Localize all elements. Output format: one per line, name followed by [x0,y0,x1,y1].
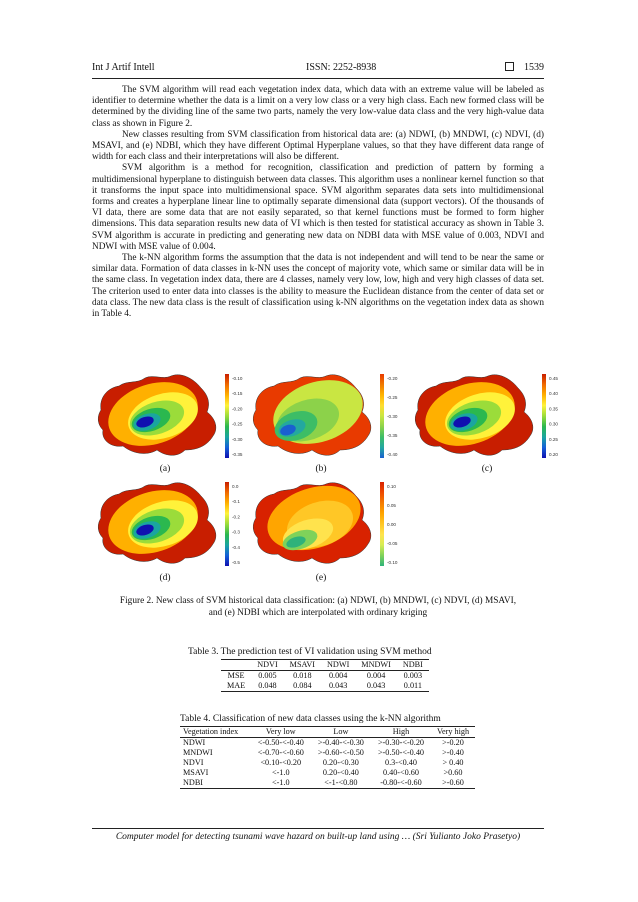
table-row [180,778,475,789]
colorbar [542,374,546,458]
table-cell: 0.3-<0.40 [385,758,417,767]
colorbar-tick-label: 0.20 [549,452,558,457]
table-cell: MSAVI [183,768,209,777]
figure-panel-e [248,478,398,570]
table-header-cell: MNDWI [361,660,391,669]
paragraph: The SVM algorithm will read each vegetation index data, which data with an extreme value will be labeled as identifier to determine whether the data is a limit on a very low class or a very high class. Each new formed class will be determined by the dividing line of the same two parts, namely the very low-value data class and the very high-value data class as shown in Figure 2. [92,85,544,129]
colorbar-tick-label: -0.05 [387,541,398,546]
table-cell: >-0.60 [442,778,464,787]
table-cell: 0.018 [293,671,312,680]
table-cell: 0.003 [403,671,423,680]
colorbar-tick-label: 0.0 [232,484,239,489]
table4-title: Table 4. Classification of new data classes using the k-NN algorithm [180,714,441,724]
colorbar-tick-label: -0.30 [387,414,398,419]
table-row [180,758,475,768]
table-cell: >-0.60-<-0.50 [317,748,364,757]
table-cell: >-0.40-<-0.30 [317,738,364,747]
table-cell: 0.043 [328,681,348,690]
table-cell: >-0.50-<-0.40 [377,748,425,757]
paragraph: The k-NN algorithm forms the assumption that the data is not independent and will tend to be near the same or similar data. Formation of data classes in k-NN uses the concept of majority vote, which same or similar data will be in the same class. In vegetation index data, there are 4 classes, namely very low, low, high and very high classes of data set. The criterion used to enter data into classes is the ability to measure the Euclidean distance from the center of data set or data class. The new data class is the result of classification using k-NN algorithms on the vegetation index data as shown in Table 4. [92,253,544,320]
table-cell: >-0.40 [442,748,464,757]
footer-divider [92,828,544,829]
colorbar-tick-label: -0.25 [387,395,398,400]
table-cell: NDWI [183,738,206,747]
table-header-cell: Low [333,727,349,736]
colorbar-tick-label: -0.4 [232,544,240,550]
table-row [221,671,429,682]
colorbar-tick-label: -0.20 [387,376,398,381]
figure-caption [92,596,544,619]
colorbar-tick-label: -0.30 [232,436,243,442]
colorbar-tick-label: -0.3 [232,529,240,535]
colorbar-tick-label: -0.5 [232,560,240,565]
table-header-cell: MSAVI [289,660,316,669]
table-header-cell: High [392,727,410,736]
header-divider [92,78,544,79]
table-header-cell: Very low [265,727,296,736]
table-cell: 0.004 [366,671,386,680]
table-cell: >-0.30-<-0.20 [377,738,425,747]
table-cell: <-0.70-<-0.60 [257,748,304,757]
table-header-cell [221,660,251,671]
figure-panel-a [93,370,243,462]
table-cell: MSE [227,671,245,680]
paragraph: SVM algorithm is a method for recognition, classification and prediction of pattern by forming a multidimensional hyperplane to distinguish between data classes. This algorithm uses a nonlinear kernel function so that it transforms the input space into multidimensional space. SVM algorithm separates data sets into multidimensional forms and creates a hyperplane linear line to optimally separate dimensional data (support vectors). Of the thousands of VI data, there are some data that are not easily separated, so that kernel functions must be formed to form higher dimensions. This data separation results new data of VI which is then tested for statistical accuracy as shown in Table 3. SVM algorithm is accurate in predicting and generating new data on NDBI data with MSE value of 0.003, NDVI and NDWI with MSE value of 0.004. [92,163,544,252]
table-row [221,681,429,692]
panel-label-a: (a) [159,464,171,474]
table-cell: <0.10-<0.20 [260,758,302,767]
table-cell: 0.20-<0.40 [322,768,359,777]
table-cell: 0.043 [366,681,386,690]
colorbar-tick-label: -0.35 [232,452,243,457]
colorbar-tick-label: 0.35 [549,406,558,412]
table-cell: <-1-<0.80 [324,778,358,787]
panel-label-e: (e) [315,573,327,583]
table-cell: 0.011 [403,681,422,690]
table-row [180,748,475,758]
panel-label-b: (b) [315,464,327,474]
table-cell: <-1.0 [271,778,290,787]
caption-line: and (e) NDBI which are interpolated with ordinary kriging [208,607,428,618]
colorbar-tick-label: 0.40 [549,391,558,397]
table-cell: 0.004 [328,671,348,680]
table-cell: MAE [227,681,246,690]
colorbar-tick-label: 0.25 [549,436,558,442]
colorbar-tick-label: -0.40 [387,452,398,457]
colorbar-tick-label: -0.15 [232,391,243,397]
colorbar-tick-label: -0.35 [387,433,398,438]
colorbar [225,482,229,566]
table-cell: 0.40-<0.60 [382,768,419,777]
colorbar-tick-label: -0.2 [232,514,240,520]
kriging-map [93,478,243,570]
table-cell: >0.60 [443,768,463,777]
table-cell: > 0.40 [442,758,464,767]
table-header-cell: NDWI [327,660,350,669]
colorbar-tick-label: 0.45 [549,376,558,381]
colorbar-tick-label: -0.25 [232,421,243,427]
colorbar [380,374,384,458]
table4 [180,726,475,789]
table-header-cell: NDBI [402,660,423,669]
table-cell: 0.005 [258,671,277,680]
table-cell: >-0.20 [442,738,464,747]
kriging-map [248,478,398,570]
table-row [180,738,475,749]
table-cell: 0.084 [293,681,312,690]
page-number-block [505,62,544,73]
panel-label-d: (d) [159,573,171,583]
kriging-map [248,370,398,462]
table-header-cell: Vegetation index [183,727,239,736]
panel-label-c: (c) [481,464,493,474]
table-cell: MNDWI [183,748,213,757]
body-text [92,85,544,320]
colorbar-tick-label: -0.20 [232,406,243,412]
colorbar-tick-label: -0.10 [387,560,398,565]
figure-panel-d [93,478,243,570]
table-row [180,768,475,778]
colorbar [225,374,229,458]
issn: ISSN: 2252-8938 [306,62,377,73]
page-header [92,62,544,78]
colorbar-tick-label: 0.05 [387,503,396,508]
table-cell: 0.048 [258,681,277,690]
colorbar-tick-label: -0.1 [232,499,240,505]
colorbar-tick-label: 0.30 [549,421,558,427]
colorbar-tick-label: 0.10 [387,484,396,489]
table-cell: 0.20-<0.30 [322,758,359,767]
page-number: 1539 [524,62,544,73]
table-cell: <-1.0 [271,768,290,777]
table-cell: <-0.50-<-0.40 [257,738,304,747]
square-icon [505,62,514,71]
kriging-map [410,370,560,462]
colorbar-tick-label: -0.10 [232,376,243,381]
figure-panel-b [248,370,398,462]
colorbar [380,482,384,566]
table3 [221,659,429,692]
kriging-map [93,370,243,462]
colorbar-tick-label: 0.00 [387,522,396,527]
figure-panel-c [410,370,560,462]
table3-title: Table 3. The prediction test of VI validation using SVM method [188,647,432,657]
paragraph: New classes resulting from SVM classification from historical data are: (a) NDWI, (b) MNDWI, (c) NDVI, (d) MSAVI, and (e) NDBI, which they have different Optimal Hyperplane values, so that they have different data range of width for each class and their interpretations will also be different. [92,129,544,163]
table-header-cell: NDVI [257,660,278,669]
table-cell: NDVI [183,758,204,767]
table-header-cell: Very high [436,727,470,736]
journal-name: Int J Artif Intell [92,62,155,73]
caption-line: Figure 2. New class of SVM historical data classification: (a) NDWI, (b) MNDWI, (c) NDVI, (d) MSAVI, [119,596,517,606]
table-cell: NDBI [183,778,204,787]
table-cell: -0.80-<-0.60 [380,778,422,787]
page-footer: Computer model for detecting tsunami wave hazard on built-up land using … (Sri Yulianto Joko Prasetyo) [115,832,521,842]
